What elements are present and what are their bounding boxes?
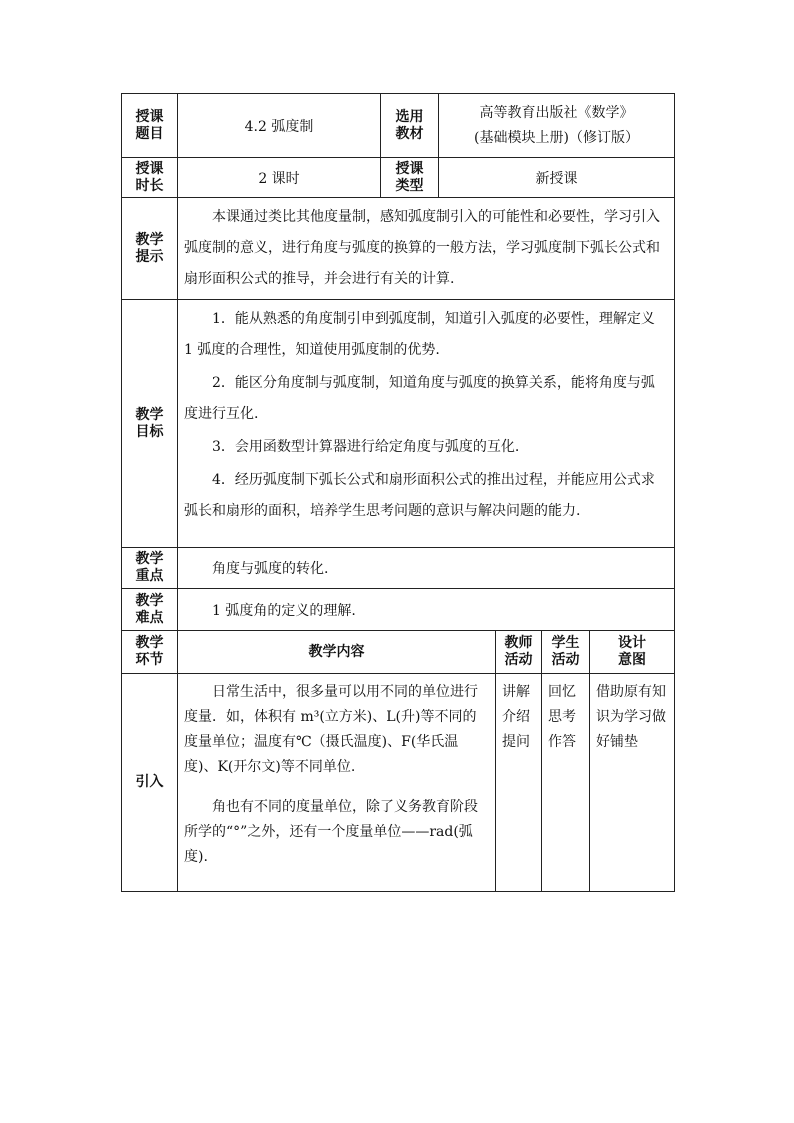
- goals-list: [178, 300, 675, 548]
- label-duration: 授课 时长: [122, 158, 178, 198]
- intro-teacher-activity: 讲解 介绍 提问: [496, 674, 542, 892]
- header-content: 教学内容: [178, 631, 496, 674]
- intro-paragraph: 日常生活中，很多量可以用不同的单位进行度量．如，体积有 m³(立方米)、L(升)等不同的度量单位；温度有℃（摄氏温度)、F(华氏温度)、K(开尔文)等不同单位.: [184, 684, 478, 775]
- label-tips: 教学 提示: [122, 198, 178, 300]
- header-design: 设计 意图: [590, 631, 675, 674]
- row-goals: [122, 300, 675, 548]
- header-teacher: 教师 活动: [496, 631, 542, 674]
- lesson-type: 新授课: [439, 158, 675, 198]
- row-difficulty: [122, 589, 675, 631]
- header-student: 学生 活动: [542, 631, 590, 674]
- label-textbook: 选用 教材: [381, 94, 439, 158]
- label-topic: 授课 题目: [122, 94, 178, 158]
- label-goals: 教学 目标: [122, 300, 178, 548]
- header-stage: 教学 环节: [122, 631, 178, 674]
- lesson-title: 4.2 弧度制: [178, 94, 381, 158]
- intro-student-activity: 回忆 思考 作答: [542, 674, 590, 892]
- lesson-plan-table: [121, 93, 675, 892]
- goal-item: 3．会用函数型计算器进行给定角度与弧度的互化.: [212, 439, 520, 455]
- label-key: 教学 重点: [122, 548, 178, 589]
- row-topic: [122, 94, 675, 158]
- intro-stage: 引入: [122, 674, 178, 892]
- row-header: [122, 631, 675, 674]
- lesson-duration: 2 课时: [178, 158, 381, 198]
- row-intro: [122, 674, 675, 892]
- row-tips: [122, 198, 675, 300]
- label-type: 授课 类型: [381, 158, 439, 198]
- intro-content: [178, 674, 496, 892]
- goal-item: 2．能区分角度制与弧度制，知道角度与弧度的换算关系，能将角度与弧度进行互化.: [184, 375, 655, 422]
- difficulty-text: 1 弧度角的定义的理解.: [178, 589, 675, 631]
- tips-text: 本课通过类比其他度量制，感知弧度制引入的可能性和必要性，学习引入弧度制的意义，进行角度与弧度的换算的一般方法，学习弧度制下弧长公式和扇形面积公式的推导，并会进行有关的计算.: [178, 198, 675, 300]
- key-text: 角度与弧度的转化.: [178, 548, 675, 589]
- intro-paragraph: 角也有不同的度量单位，除了义务教育阶段所学的“°”之外，还有一个度量单位——rad(弧度).: [184, 799, 478, 865]
- label-difficulty: 教学 难点: [122, 589, 178, 631]
- textbook-name: 高等教育出版社《数学》 (基础模块上册)（修订版）: [439, 94, 675, 158]
- row-key: [122, 548, 675, 589]
- row-duration: [122, 158, 675, 198]
- goal-item: 4．经历弧度制下弧长公式和扇形面积公式的推出过程，并能应用公式求弧长和扇形的面积，培养学生思考问题的意识与解决问题的能力.: [184, 472, 655, 519]
- intro-design-intent: 借助原有知识为学习做好铺垫: [590, 674, 675, 892]
- goal-item: 1．能从熟悉的角度制引申到弧度制，知道引入弧度的必要性，理解定义 1 弧度的合理性，知道使用弧度制的优势.: [184, 311, 655, 358]
